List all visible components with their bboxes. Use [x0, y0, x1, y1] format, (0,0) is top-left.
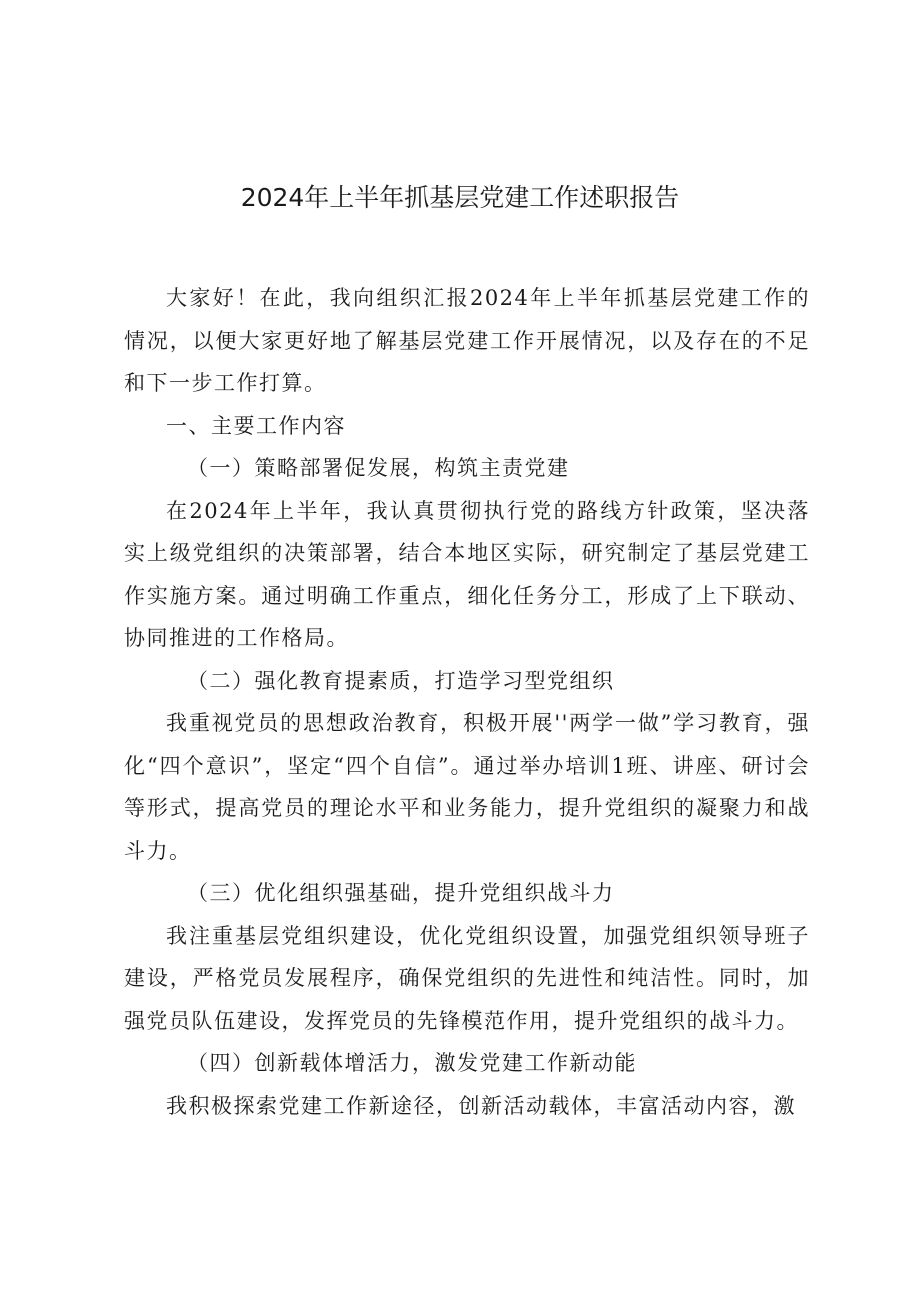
paragraph-1: 在2024年上半年，我认真贯彻执行党的路线方针政策，坚决落实上级党组织的决策部署，结合本地区实际，研究制定了基层党建工作实施方案。通过明确工作重点，细化任务分工，形成了上下联动、协同推进的工作格局。 [124, 498, 810, 650]
subsection-heading-4: （四）创新载体增活力，激发党建工作新动能 [187, 1051, 637, 1075]
paragraph-3: 我注重基层党组织建设，优化党组织设置，加强党组织领导班子建设，严格党员发展程序，确保党组织的先进性和纯洁性。同时，加强党员队伍建设，发挥党员的先锋模范作用，提升党组织的战斗力。 [124, 923, 810, 1033]
paragraph-4: 我积极探索党建工作新途径，创新活动载体，丰富活动内容，激 [166, 1093, 796, 1118]
subsection-heading-2: （二）强化教育提素质，打造学习型党组织 [187, 668, 615, 693]
subsection-heading-1: （一）策略部署促发展，构筑主责党建 [187, 456, 570, 480]
section-heading-main-work: 一、主要工作内容 [166, 413, 346, 438]
subsection-heading-3: （三）优化组织强基础，提升党组织战斗力 [187, 881, 615, 905]
document-body [124, 277, 810, 1127]
paragraph-2: 我重视党员的思想政治教育，积极开展''两学一做”学习教育，强化“四个意识”，坚定“四个自信”。通过举办培训1班、讲座、研讨会等形式，提高党员的理论水平和业务能力，提升党组织的凝聚力和战斗力。 [124, 711, 810, 863]
document-title: 2024年上半年抓基层党建工作述职报告 [240, 183, 680, 212]
paragraph-intro: 大家好！在此，我向组织汇报2024年上半年抓基层党建工作的情况，以便大家更好地了解基层党建工作开展情况，以及存在的不足和下一步工作打算。 [124, 286, 810, 395]
